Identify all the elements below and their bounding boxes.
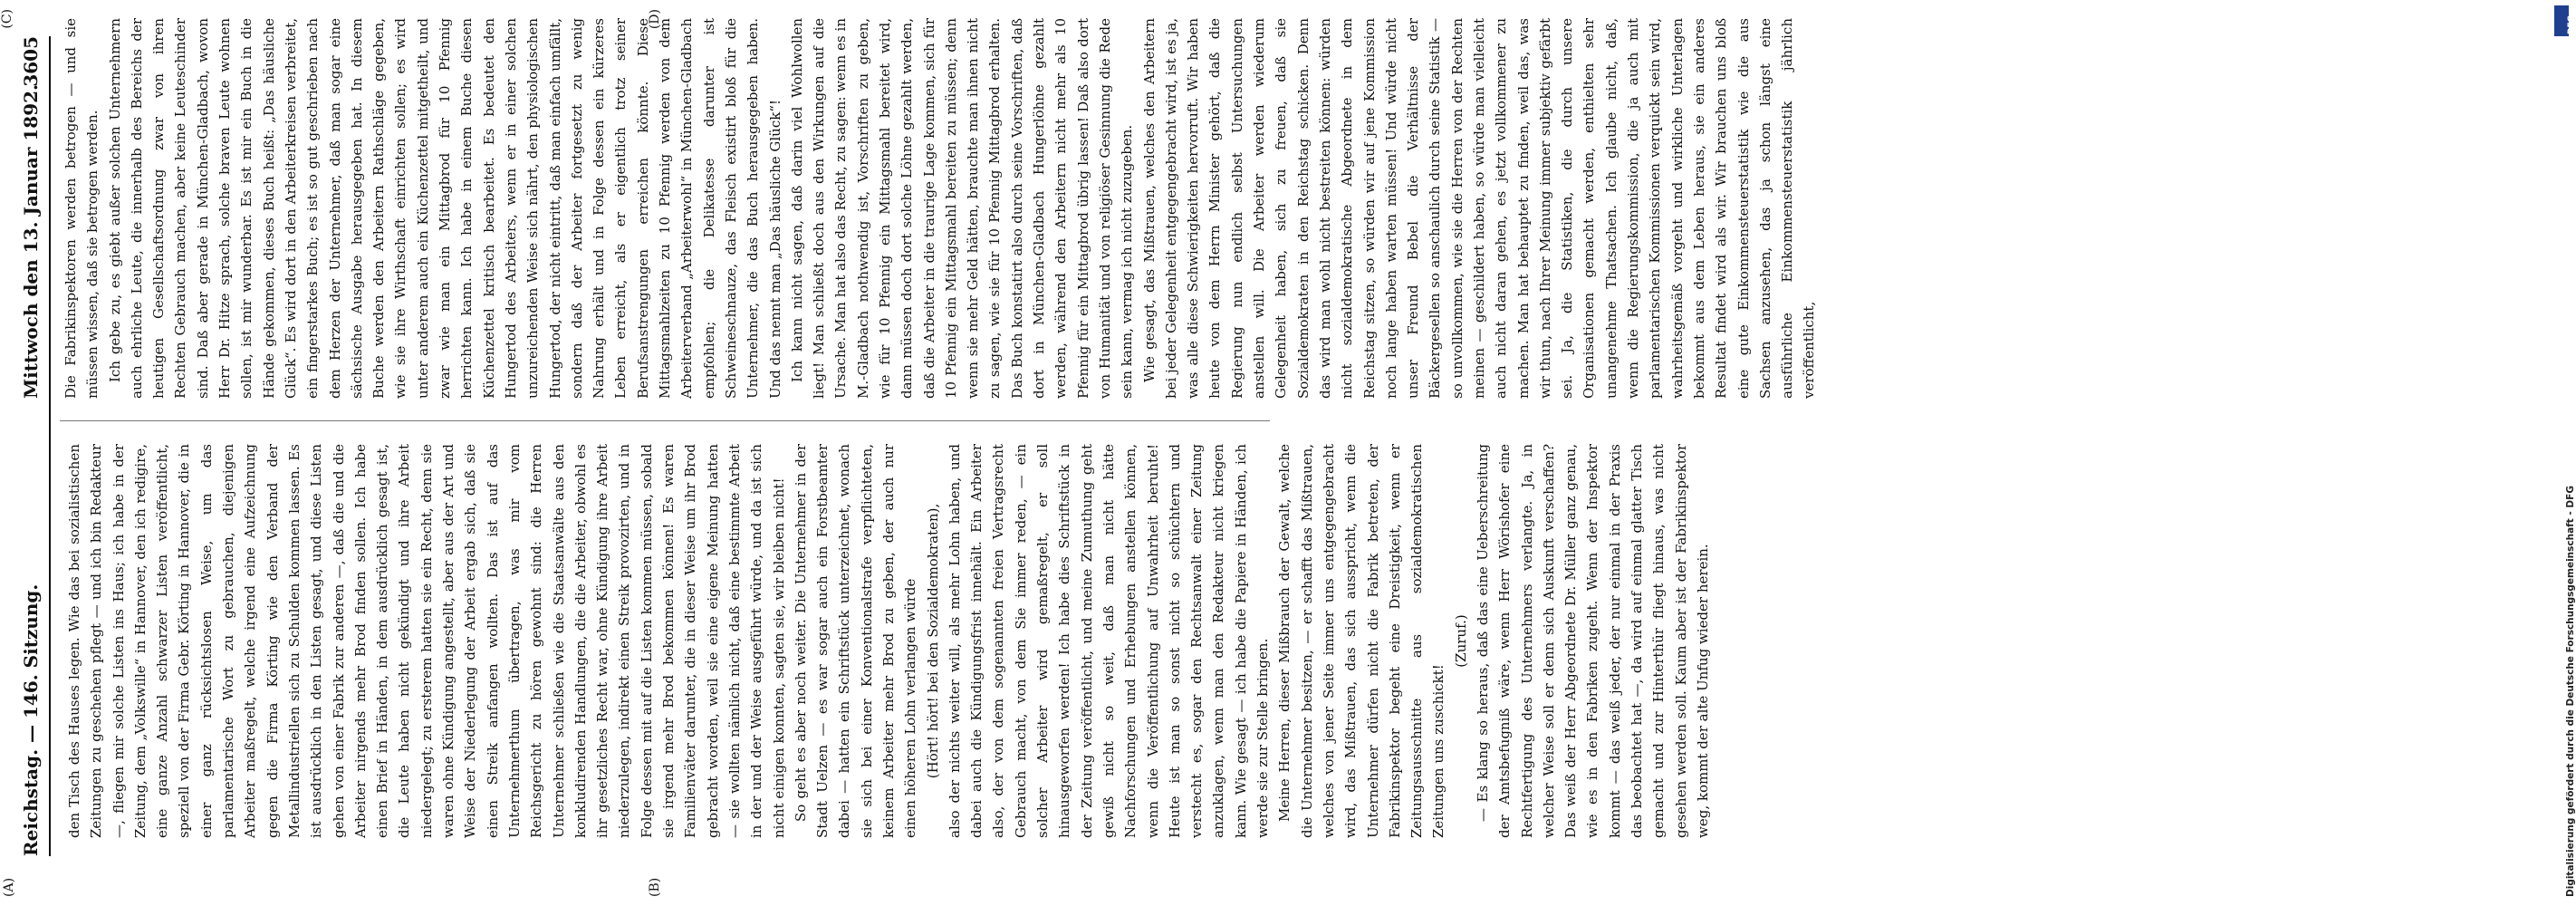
paragraph: Ich gebe zu, es giebt außer solchen Unternehmern auch ehrliche Leute, die innerhalb des Bereichs der heutigen Gesellschaftsordnung zwar von ihren Rechten Gebrauch machen, aber keine Leuteschinder sind. Daß aber gerade in München-Gladbach, wovon Herr Dr. Hitze sprach, solche braven Leute wohnen sollen, ist mir wunderbar. Es ist mir ein Buch in die Hände gekommen, dieses Buch heißt: „Das häusliche Glück“. Es wird dort in den Arbeiterkreisen verbreitet, ein fingerstarkes Buch; es ist so gut geschrieben nach dem Herzen der Unternehmer, daß man sogar eine sächsische Ausgabe herausgegeben hat. In diesem Buche werden den Arbeitern Rathschläge gegeben, wie sie ihre Wirthschaft einrichten sollen; es wird unter anderem auch ein Küchenzettel mitgetheilt, und zwar wie man ein Mittagbrod für 10 Pfennig herrichten kann. Ich habe in einem Buche diesen Küchenzettel kritisch bearbeitet. Es bedeutet den Hungertod des Arbeiters, wenn er in einer solchen unzureichenden Weise sich nährt, den physiologischen Hungertod, der nicht eintritt, daß man einfach umfällt, sondern daß der Arbeiter fortgesetzt zu wenig Nahrung erhält und in Folge dessen ein kürzeres Leben erreicht, als er eigentlich trotz seiner Berufsanstrengungen erreichen könnte. Diese Mittagsmahlzeiten zu 10 Pfennig werden von dem Arbeiterverband „Arbeiterwohl“ in München-Gladbach empfohlen; die Delikatesse darunter ist Schweineschnauze, das Fleisch existirt bloß für die Unternehmer, die das Buch herausgegeben haben. Und das nennt man „Das häusliche Glück“! <box>106 18 783 399</box>
margin-marker-a: (A) <box>2 877 16 897</box>
text-column-right <box>60 18 1818 399</box>
text-column-left <box>63 444 1711 838</box>
dfg-logo-text: DFG <box>2567 14 2576 34</box>
header-rule <box>49 36 51 856</box>
header-date: Mittwoch den 13. Januar 1892. <box>20 83 42 399</box>
page-header <box>9 0 53 906</box>
paragraph: Ich kann nicht sagen, daß darin viel Wohlwollen liegt! Man schließt doch aus den Wirkungen auf die Ursache. Man hat also das Recht, zu sagen: wenn es in M.-Gladbach nothwendig ist, Vorschriften zu geben, wie für 10 Pfennig ein Mittagsmahl bereitet wird, dann müssen doch dort solche Löhne gezahlt werden, daß die Arbeiter in die traurige Lage kommen, sich für 10 Pfennig ein Mittagsmahl bereiten zu müssen; denn wenn sie mehr Geld hätten, brauchte man ihnen nicht zu sagen, wie sie für 10 Pfennig Mittagbrod erhalten. Das Buch konstatirt also durch seine Vorschriften, daß dort in München-Gladbach Hungerlöhne gezahlt werden, während den Arbeitern nicht mehr als 10 Pfennig für ein Mittagbrod übrig lassen! Daß also dort von Humanität und von religiöser Gesinnung die Rede sein kann, vermag ich nicht zuzugeben. <box>788 18 1136 399</box>
column-divider <box>60 420 1270 421</box>
interjection: (Zuruf.) <box>1452 614 1469 668</box>
paragraph: — Es klang so heraus, daß das eine Ueberschreitung der Amtsbefugniß wäre, wenn Herr Wörishofer eine Rechtfertigung des Unternehmers verlangte. Ja, in welcher Weise soll er denn sich Auskunft verschaffen? Das weiß der Herr Abgeordnete Dr. Müller ganz genau, wie es in den Fabriken zugeht. Wenn der Inspektor kommt — das weiß jeder, der nur einmal in der Praxis das beobachtet hat —, da wird auf einmal glatter Tisch gemacht und zur Hinterthür fliegt hinaus, was nicht gesehen werden soll. Kaum aber ist der Fabrikinspektor weg, kommt der alte Unfug wieder herein. <box>1475 444 1711 838</box>
paragraph: Wie gesagt, das Mißtrauen, welches den Arbeitern bei jeder Gelegenheit entgegengebracht wird, ist es ja, was alle diese Schwierigkeiten hervorruft. Wir haben heute von dem Herrn Minister gehört, daß die Regierung nun endlich selbst Untersuchungen anstellen will. Die Arbeiter werden wiederum Gelegenheit haben, sich zu freuen, daß sie Sozialdemokraten in den Reichstag schicken. Denn das wird man wohl nicht bestreiten können: würden nicht sozialdemokratische Abgeordnete in dem Reichstag sitzen, so würden wir auf jene Kommission noch lange haben warten müssen! Und würde nicht unser Freund Bebel die Verhältnisse der Bäckergesellen so anschaulich durch seine Statistik — so unvollkommen, wie sie die Herren von der Rechten meinen — geschildert haben, so würde man vielleicht auch nicht daran gehen, es jetzt vollkommener zu machen. Man hat behauptet zu finden, weil das, was wir thun, nach Ihrer Meinung immer subjektiv gefärbt sei. Ja, die Statistiken, die durch unsere Organisationen gemacht werden, enthielten sehr unangenehme Thatsachen. Ich glaube nicht, daß, wenn die Regierungskommission, die ja auch mit parlamentarischen Kommissionen verquickt sein wird, wahrheitsgemäß vorgeht und wirkliche Unterlagen bekommt aus dem Leben heraus, sie ein anderes Resultat findet wird als wir. Wir brauchen uns bloß eine gute Einkommensteuerstatistik wie die aus Sachsen anzusehen, das ja schon längst eine ausführliche Einkommensteuerstatistik jährlich veröffentlicht, <box>1140 18 1818 399</box>
header-page-number: 3605 <box>20 36 42 87</box>
paragraph: So geht es aber noch weiter. Die Unternehmer in der Stadt Uelzen — es war sogar auch ein Forstbeamter dabei — hatten ein Schriftstück unterzeichnet, wonach sie sich bei einer Konventionalstrafe verpflichteten, keinem Arbeiter mehr Brod zu geben, der auch nur einen höheren Lohn verlangen würde <box>792 444 919 838</box>
interjection: (Hört! hört! bei den Sozialdemokraten), <box>924 503 941 779</box>
paragraph: Meine Herren, dieser Mißbrauch der Gewalt, welche die Unternehmer besitzen, — er schafft das Mißtrauen, welches von jener Seite immer uns entgegengebracht wird, das Mißtrauen, das sich ausspricht, wenn die Unternehmer dürfen nicht die Fabrik betreten, der Fabrikinspektor begeht eine Dreistigkeit, wenn er Zeitungsausschnitte aus sozialdemokratischen Zeitungen uns zuschickt! <box>1276 444 1447 838</box>
margin-marker-d: (D) <box>648 9 662 30</box>
header-session: Reichstag. — 146. Sitzung. <box>20 583 42 856</box>
paragraph: Die Fabrikinspektoren werden betrogen — und sie müssen wissen, daß sie betrogen werden. <box>62 18 101 399</box>
funding-notice: Digitalisierung gefördert durch die Deutsche Forschungsgemeinschaft - DFG <box>2565 486 2576 897</box>
margin-marker-c: (C) <box>0 9 14 29</box>
paragraph: den Tisch des Hauses legen. Wie das bei sozialistischen Zeitungen zu geschehen pflegt — und ich bin Redakteur —, fliegen mir solche Listen ins Haus; ich habe in der Zeitung, dem „Volkswille“ in Hannover, den ich redigire, eine ganze Anzahl schwarzer Listen veröffentlicht, speziell von der Firma Gebr. Körting in Hannover, die in einer ganz rücksichtslosen Weise, um das parlamentarische Wort zu gebrauchen, diejenigen Arbeiter maßregelt, welche irgend eine Aufzeichnung gegen die Firma Körting wie den Verband der Metallindustriellen sich zu Schulden kommen lassen. Es ist ausdrücklich in den Listen gesagt, und diese Listen gehen von einer Fabrik zur anderen —, daß die und die Arbeiter nirgends mehr Brod finden sollen. Ich habe einen Brief in Händen, in dem ausdrücklich gesagt ist, die Leute haben nicht gekündigt und ihre Arbeit niedergelegt; zu ersterem hatten sie ein Recht, denn sie waren ohne Kündigung angestellt, aber aus der Art und Weise der Niederlegung der Arbeit ergab sich, daß sie einen Streik anfangen wollten. Das ist auf das Unternehmerthum übertragen, was mir vom Reichsgericht zu hören gewohnt sind: die Herren Unternehmer schließen wie die Staatsanwälte aus den konkludirenden Handlungen, die die Arbeiter, obwohl es ihr gesetzliches Recht war, ohne Kündigung ihre Arbeit niederzulegen, indirekt einen Streik provozirten, und in Folge dessen mit auf die Listen kommen müssen, sobald sie irgend mehr Brod bekommen können! Es waren Familienväter darunter, die in dieser Weise um ihr Brod gebracht worden, weil sie eine eigene Meinung hatten — sie wollten nämlich nicht, daß eine bestimmte Arbeit in der und der Weise ausgeführt würde, und da ist sich nicht einigen konnten, sagten sie, wir bleiben nicht! <box>66 444 787 838</box>
paragraph: also der nichts weiter will, als mehr Lohn haben, und dabei auch die Kündigungsfrist innehält. Ein Arbeiter also, der von dem sogenannten freien Vertragsrecht Gebrauch macht, von dem Sie immer reden, — ein solcher Arbeiter wird gemaßregelt, er soll hinausgeworfen werden! Ich habe dies Schriftstück in der Zeitung veröffentlicht, und meine Zumuthung geht gewiß nicht so weit, daß man nicht hätte Nachforschungen und Erhebungen anstellen können, wenn die Veröffentlichung auf Unwahrheit beruhte! Heute ist man so sonst nicht so schüchtern und verstecht es, sogar den Rechtsanwalt einer Zeitung anzuklagen, wenn man den Redakteur nicht kriegen kann. Wie gesagt — ich habe die Papiere in Händen, ich werde sie zur Stelle bringen. <box>946 444 1272 838</box>
margin-marker-b: (B) <box>648 877 662 897</box>
